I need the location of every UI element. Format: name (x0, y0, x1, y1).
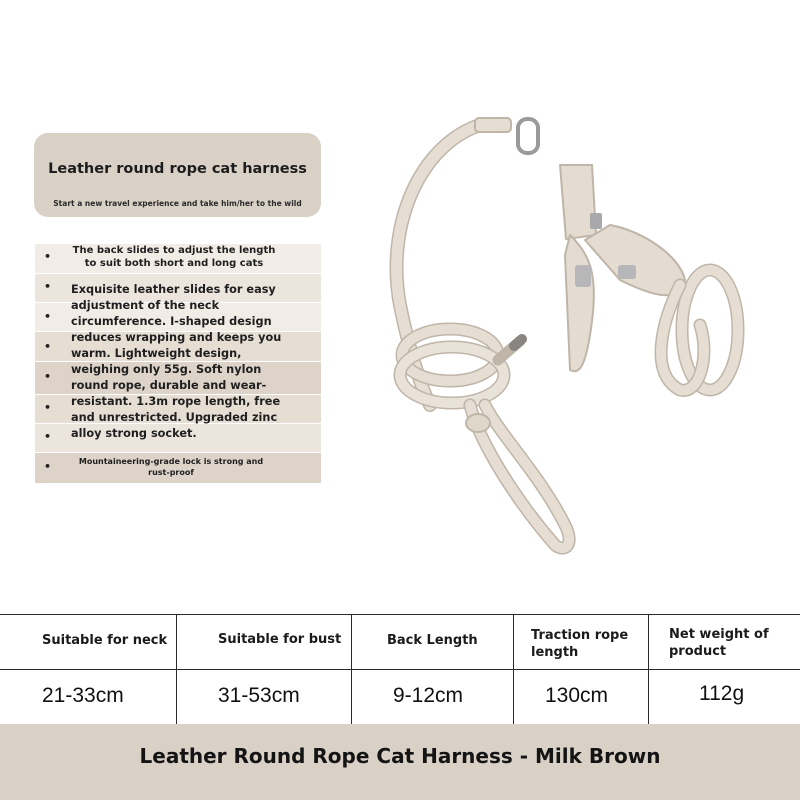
spec-value-back-length: 9-12cm (393, 684, 464, 707)
bullet-icon: • (44, 280, 52, 293)
spec-header-back-length: Back Length (387, 633, 478, 648)
spec-header-bust: Suitable for bust (218, 632, 342, 647)
table-divider (513, 614, 514, 724)
bullet-icon: • (44, 460, 52, 473)
table-divider (648, 614, 649, 724)
spec-value-neck: 21-33cm (42, 684, 124, 707)
title-card (34, 133, 321, 217)
bullet-icon: • (44, 310, 52, 323)
spec-value-weight: 112g (699, 682, 745, 705)
bullet-icon: • (44, 370, 52, 383)
harness-product-image (380, 105, 770, 560)
feature-item: Exquisite leather slides for easy adjustment of the neck circumference. I-shaped design reduces wrapping and keeps you warm. Lightweight design, weighing only 55g. Soft nylon round rope, durable and wear-resistant. 1.3m rope length, free and unrestricted. Upgraded zinc alloy strong socket. (71, 283, 282, 440)
table-rule (0, 614, 800, 615)
table-divider (176, 614, 177, 724)
feature-list (35, 244, 321, 483)
spec-value-rope-length: 130cm (545, 684, 609, 707)
feature-item: Mountaineering-grade lock is strong and rust-proof (78, 457, 264, 477)
bullet-icon: • (44, 401, 52, 414)
footer-title: Leather Round Rope Cat Harness - Milk Brown (139, 744, 661, 768)
bullet-icon: • (44, 430, 52, 443)
spec-header-rope-length: Traction rope length (531, 628, 629, 660)
table-divider (351, 614, 352, 724)
spec-header-neck: Suitable for neck (42, 633, 168, 648)
feature-item: The back slides to adjust the length to suit both short and long cats (72, 245, 276, 269)
product-title: Leather round rope cat harness (48, 161, 307, 177)
spec-table (0, 614, 800, 724)
spec-header-weight: Net weight of product (669, 627, 769, 659)
spec-value-bust: 31-53cm (218, 684, 300, 707)
table-rule (0, 669, 800, 670)
bullet-icon: • (44, 250, 52, 263)
bullet-icon: • (44, 340, 52, 353)
footer-banner (0, 724, 800, 800)
product-tagline: Start a new travel experience and take him/her to the wild (53, 199, 302, 208)
